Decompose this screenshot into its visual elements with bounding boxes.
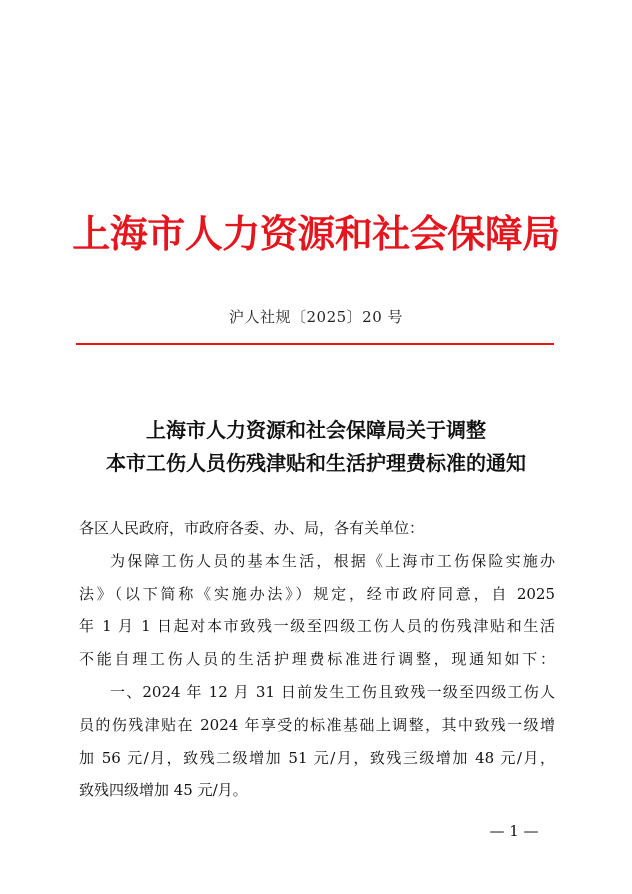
- paragraph-2-line: 致残四级增加 45 元/月。: [79, 781, 248, 800]
- salutation: 各区人民政府，市政府各委、办、局，各有关单位：: [79, 519, 425, 537]
- paragraph-1-line: 法》（以下简称《实施办法》）规定，经市政府同意，自 2025: [79, 584, 555, 603]
- paragraph-2-line: 加 56 元/月，致残二级增加 51 元/月，致残三级增加 48 元/月，: [79, 748, 555, 767]
- agency-masthead: 上海市人力资源和社会保障局: [72, 211, 560, 256]
- page-number: — 1 —: [489, 822, 539, 840]
- paragraph-1-line: 为保障工伤人员的基本生活，根据《上海市工伤保险实施办: [110, 551, 555, 570]
- paragraph-2-line: 员的伤残津贴在 2024 年享受的标准基础上调整，其中致残一级增: [79, 715, 555, 734]
- paragraph-1-line: 不能自理工伤人员的生活护理费标准进行调整，现通知如下：: [79, 650, 555, 669]
- document-number: 沪人社规〔2025〕20 号: [228, 308, 404, 326]
- notice-body: [79, 512, 555, 807]
- notice-title: [0, 414, 632, 480]
- paragraph-1-line: 年 1 月 1 日起对本市致残一级至四级工伤人员的伤残津贴和生活: [79, 617, 555, 636]
- notice-title-line-2: 本市工伤人员伤残津贴和生活护理费标准的通知: [106, 451, 526, 475]
- red-separator-line: [76, 343, 554, 345]
- notice-title-line-1: 上海市人力资源和社会保障局关于调整: [146, 418, 486, 442]
- paragraph-2-line: 一、2024 年 12 月 31 日前发生工伤且致残一级至四级工伤人: [110, 682, 555, 701]
